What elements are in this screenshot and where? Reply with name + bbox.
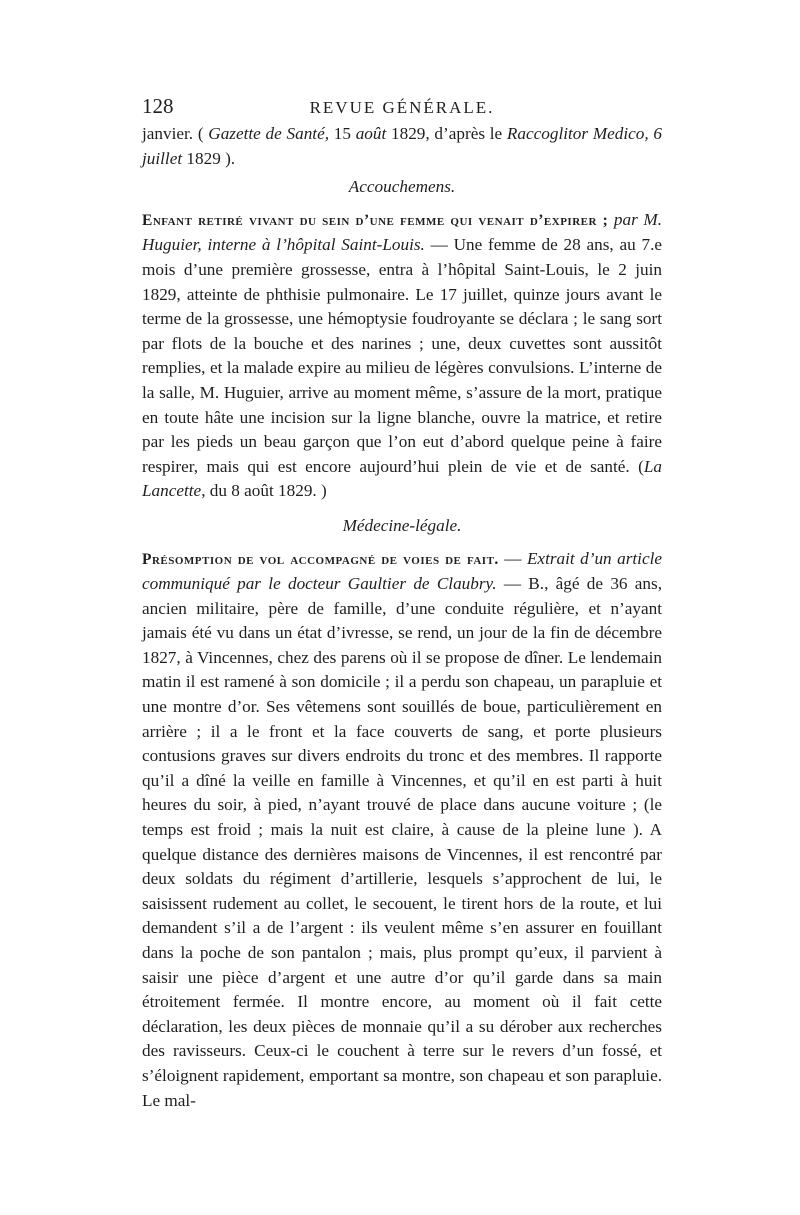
section-title-medecine-legale: Médecine-légale. xyxy=(342,515,462,535)
running-head: REVUE GÉNÉRALE. xyxy=(309,98,495,117)
page-number: 128 xyxy=(142,94,174,118)
intro-lead: janvier. ( xyxy=(142,124,204,143)
section-1-paragraph xyxy=(142,208,662,504)
section-1-source: La Lancette xyxy=(142,456,662,501)
intro-paragraph xyxy=(142,122,662,171)
section-1-heading: Enfant retiré vivant du sein d’une femme qui venait d’expirer ; xyxy=(142,211,609,229)
intro-month: août xyxy=(355,124,387,143)
intro-date: 15 xyxy=(329,124,356,143)
section-1-byline: par M. Huguier, interne à l’hôpital Saint-Louis. xyxy=(142,209,662,255)
section-2-paragraph xyxy=(142,547,662,1114)
intro-source: Gazette de Santé, xyxy=(208,124,330,143)
section-2-byline: Extrait d’un article communiqué par le docteur Gaultier de Claubry. xyxy=(142,548,662,594)
intro-rest: 1829, d’après le xyxy=(386,124,507,143)
intro-end: 1829 ). xyxy=(182,148,236,168)
section-2-text: — B., âgé de 36 ans, ancien militaire, père de famille, d’une conduite régulière, et n’ayant jamais été vu dans un état d’ivresse, se rend, un jour de la fin de décembre 1827, à Vincennes, chez des parens où il se propose de dîner. Le lendemain matin il est ramené à son domicile ; il a perdu son chapeau, un parapluie et une montre d’or. Ses vêtemens sont souillés de boue, particulièrement en arrière ; il a le front et la face couverts de sang, et porte plusieurs contusions graves sur divers endroits du tronc et des membres. Il rapporte qu’il a dîné la veille en famille à Vincennes, et qu’il en est parti à huit heures du soir, à pied, n’ayant trouvé de place dans aucune voiture ; (le temps est froid ; mais la nuit est claire, à cause de la pleine lune ). A quelque distance des dernières maisons de Vincennes, il est rencontré par deux soldats du régiment d’artillerie, lesquels s’approchent de lui, le saisissent rudement au collet, le secouent, le tirent hors de la route, et lui demandent s’il a de l’argent : ils veulent même s’en assurer en fouillant dans la poche de son pantalon ; mais, plus prompt qu’eux, il parvient à saisir une pièce d’argent et une autre d’or qu’il garde dans sa main étroitement fermée. Il montre encore, au moment où il fait cette déclaration, les deux pièces de monnaie qu’il a su dérober aux recherches des ravisseurs. Ceux-ci le couchent à terre sur le revers d’un fossé, et s’éloignent rapidement, emportant sa montre, son chapeau et son parapluie. Le mal- xyxy=(142,574,663,1110)
page-header xyxy=(142,92,662,122)
section-2-dash: — xyxy=(498,548,527,568)
section-1-source-end: , du 8 août 1829. ) xyxy=(201,481,327,501)
text-block xyxy=(142,92,662,1113)
section-2-heading: Présomption de vol accompagné de voies de fait. xyxy=(142,550,499,568)
section-1-text: — Une femme de 28 ans, au 7.e mois d’une première grossesse, entra à l’hôpital Saint-Louis, le 2 juin 1829, atteinte de phthisie pulmonaire. Le 17 juillet, quinze jours avant le terme de la grossesse, une hémoptysie foudroyante se déclara ; le sang sort par flots de la bouche et des narines ; une, deux cuvettes sont aussitôt remplies, et la malade expire au milieu de légères convulsions. L’interne de la salle, M. Huguier, arrive au moment même, s’assure de la mort, pratique en toute hâte une incision sur la ligne blanche, ouvre la matrice, et retire par les pieds un beau garçon que l’on eut d’abord quelque peine à faire respirer, mais qui est encore aujourd’hui plein de vie et de santé. ( xyxy=(142,235,662,476)
intro-source-2: Raccoglitor Medico, 6 juillet xyxy=(142,124,662,168)
section-title-accouchemens: Accouchemens. xyxy=(348,177,456,197)
